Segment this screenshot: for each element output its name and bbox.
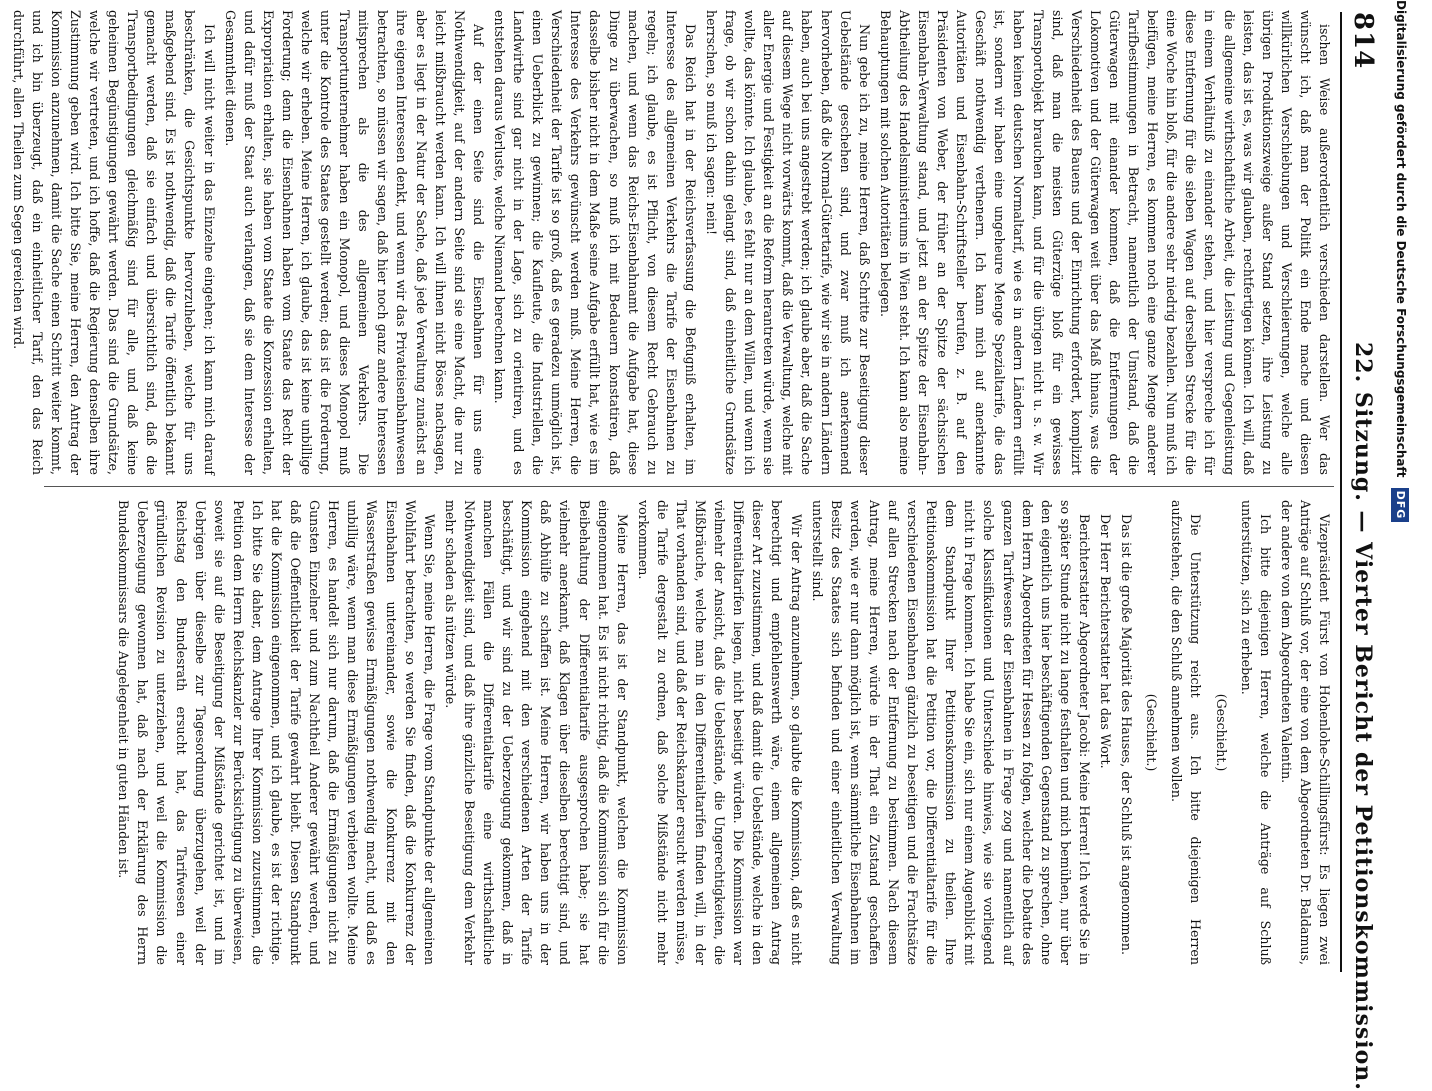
right-column-paragraph: Berichterstatter Abgeordneter Jacobi: Meine Herren! Ich werde Sie in so später Stunde nicht zu lange festhalten und mich bemühen, nur über den eigentlich uns hier beschäftigenden Gegenstand zu sprechen, ohne dem Herrn Abgeordneten für Hessen zu folgen, welcher die Debatte des ganzen Tarifwesens der Eisenbahnen in Frage zog und namentlich auf solche Klassifikationen und Unterschiede hinwies, wie sie vorliegend nicht in Frage kommen. Ich habe Sie ein, sich nur einem Augenblick mit dem Standpunkt Ihrer Petitionskommission zu theilen. Ihre Petitionskommission hat die Petition vor, die Differentialtarife für die verschiedenen Eisenbahnen gänzlich zu beseitigen und die Frachtsätze auf allen Strecken nach der Entfernung zu bestimmen. Nach diesem Antrag, meine Herren, würde in der That ein Zustand geschaffen werden, wie er nur dann möglich ist, wenn sämmtliche Eisenbahnen im Besitz des Staates sich befinden und einer einheitlichen Verwaltung unterstellt sind.	[809, 500, 1092, 965]
right-column-paragraph: Vizepräsident Fürst von Hohenlohe-Schillingsfürst: Es liegen zwei Anträge auf Schluß vor, der eine von dem Abgeordneten Dr. Baldamus, der andere von dem Abgeordneten Valentin.	[1278, 500, 1332, 965]
running-title: 22. Sitzung. — Vierter Bericht der Petitionskommission.	[1350, 342, 1376, 1091]
digitization-credit	[1392, 0, 1410, 1000]
right-column-paragraph: Meine Herren, das ist der Standpunkt, welchen die Kommission eingenommen hat. Es ist nicht richtig, daß die Kommission sich für die Beibehaltung der Differentialtarife ausgesprochen habe; sie hat vielmehr anerkannt, daß Klagen über dieselben berechtigt sind, und daß Abhülfe zu schaffen ist. Meine Herren, wir haben uns in der Kommission eingehend mit den verschiedenen Arten der Tarife beschäftigt, und wir sind zu der Ueberzeugung gekommen, daß in manchen Fällen die Differentialtarife eine wirthschaftliche Nothwendigkeit sind, und daß ihre gänzliche Beseitigung dem Verkehr mehr schaden als nützen würde.	[442, 500, 630, 965]
page-number: 814	[1348, 12, 1378, 70]
left-text-column	[10, 10, 1334, 475]
right-column-paragraph: (Geschieht.)	[1213, 693, 1229, 772]
credit-text: Digitalisierung gefördert durch die Deutsche Forschungsgemeinschaft	[1394, 0, 1408, 478]
right-text-column	[44, 500, 1334, 965]
right-column-paragraph: Ich bitte diejenigen Herren, welche die Anträge auf Schluß unterstützen, sich zu erheben.	[1238, 500, 1273, 965]
right-column-paragraph: Wir der Antrag anzunehmen, so glaubte die Kommission, daß es nicht berechtigt und empfehlenswerth wäre, einem allgemeinen Antrag dieser Art zuzustimmen, und daß damit die Uebelstände, welche in den Differentialtarifen liegen, nicht beseitigt würden. Die Kommission war vielmehr der Ansicht, daß die Uebelstände, die Ungerechtigkeiten, die Mißbräuche, welche man in den Differentialtarifen finden will, in der That vorhanden sind, und daß der Reichskanzler ersucht werden müsse, die Tarife dergestalt zu ordnen, daß solche Mißstände nicht mehr vorkommen.	[635, 500, 804, 965]
left-column-paragraph	[0, 10, 3, 475]
right-column-paragraph: Die Unterstützung reicht aus. Ich bitte diejenigen Herren aufzustehen, die den Schluß annehmen wollen.	[1169, 500, 1204, 965]
left-column-paragraph: Nun gebe ich zu, meine Herren, daß Schritte zur Beseitigung dieser Uebelstände geschehen sind, und zwar muß ich anerkennend hervorheben, daß die Normal-Gütertarife, wie wir sie in andern Ländern haben, auch bei uns angestrebt werden; ich glaube aber, daß die Sache auf diesem Wege nicht vorwärts kommt, daß die Verwaltung, welche mit aller Energie und Festigkeit an die Reform herantreten würde, wenn sie wollte, das könnte. Ich glaube, es fehlt nur an dem Willen, und wenn ich frage, ob wir schon dahin gelangt sind, daß einheitliche Grundsätze herrschen, so muß ich sagen: nein!	[704, 10, 872, 475]
dfg-logo: DFG	[1392, 488, 1410, 523]
column-divider	[44, 486, 1334, 487]
left-column-paragraph: Auf der einen Seite sind die Eisenbahnen für uns eine Nothwendigkeit, auf der andern Seite sind sie eine Macht, die nur zu leicht mißbraucht werden kann. Ich will ihnen nicht Böses nachsagen, aber es liegt in der Natur der Sache, daß jede Verwaltung zunächst an ihre eigenen Interessen denkt, und wenn wir das Privateisenbahnwesen betrachten, so müssen wir sagen, daß hier noch ganz andere Interessen mitsprechen als die des allgemeinen Verkehrs. Die Transportunternehmer haben ein Monopol, und dieses Monopol muß unter die Kontrole des Staates gestellt werden; das ist die Forderung, welche wir erheben. Meine Herren, ich glaube, das ist keine unbillige Forderung; denn die Eisenbahnen haben vom Staate das Recht der Expropriation erhalten, sie haben vom Staate die Konzession erhalten, und dafür muß der Staat auch verlangen, daß sie dem Interesse der Gesammtheit dienen.	[222, 10, 486, 475]
scanned-page	[10, 0, 1400, 1091]
left-column-paragraph: Ich will nicht weiter in das Einzelne eingehen; ich kann mich darauf beschränken, die Gesichtspunkte hervorzuheben, welche für uns maßgebend sind. Es ist nothwendig, daß die Tarife öffentlich bekannt gemacht werden, daß sie einfach und übersichtlich sind, daß die Transportbedingungen gleichmäßig sind für alle, und daß keine geheimen Begünstigungen gewährt werden. Das sind die Grundsätze, welche wir vertreten, und ich hoffe, daß die Regierung denselben ihre Zustimmung geben wird. Ich bitte Sie, meine Herren, den Antrag der Kommission anzunehmen, damit die Sache einen Schritt weiter kommt, und ich bin überzeugt, daß ein einheitlicher Tarif, den das Reich durchführt, allen Theilen zum Segen gereichen wird.	[10, 10, 217, 475]
left-column-paragraph: ischen Weise außerordentlich verschieden darstellen. Wer das wünscht ich, daß man der Politik ein Ende mache und diesen willkürlichen Verschiebungen und Verschleierungen, welche alle übrigen Produktionszweige außer Stand setzen, ihre Leistung zu leisten, das ist es, was wir glauben, rechtfertigen können. Ich will, daß die allgemeine wirthschaftliche Arbeit, die Leistung und Gegenleistung in einem Verhältniß zu einander stehen, und hier verspreche ich für diese Entfernung für die sieben Wagen auf derselben Strecke für die eine Woche hin bloß, für die andere sehr niedrig bezahlen. Nun muß ich beifügen, meine Herren, es kommen noch eine ganze Menge anderer Tarifbestimmungen in Betracht, namentlich der Umstand, daß die Güterwagen mit einander kommen, daß die Entfernungen der Lokomotiven und der Güterwagen weit über das Maß hinaus, was die Verschiedenheit des Bauens und der Einrichtung erfordert, komplizirt sind, daß man die meisten Güterzüge bloß für ein gewisses Transportobjekt brauchen kann, und für die übrigen nicht u. s. w. Wir haben keinen deutschen Normaltarif, wie es in andern Ländern erfüllt ist, sondern wir haben eine ungeheure Menge Spezialtarife, die das Geschäft nothwendig verthenern. Ich kann mich auf anerkannte Autoritäten und Eisenbahn-Schriftsteller berufen, z. B. auf den Präsidenten von Weber, der früher an der Spitze der sächsischen Eisenbahn-Verwaltung stand, und jetzt an der Spitze der Eisenbahn-Abtheilung des Handelsministeriums in Wien steht. Ich kann also meine Behauptungen mit solchen Autoritäten belegen.	[877, 10, 1332, 475]
left-column-paragraph: Das Reich hat in der Reichsverfassung die Befugniß erhalten, im Interesse des allgemeinen Verkehrs die Tarife der Eisenbahnen zu regeln; ich glaube, es ist Pflicht, von diesem Recht Gebrauch zu machen, und wenn das Reichs-Eisenbahnamt die Aufgabe hat, diese Dinge zu überwachen, so muß ich mit Bedauern konstatiren, daß dasselbe bisher nicht in dem Maße seine Aufgabe erfüllt hat, wie es im Interesse des Verkehrs gewünscht werden muß. Meine Herren, die Verschiedenheit der Tarife ist so groß, daß es geradezu unmöglich ist, einen Ueberblick zu gewinnen; die Kaufleute, die Industriellen, die Landwirthe sind gar nicht in der Lage, sich zu orientiren, und es entstehen daraus Verluste, welche Niemand berechnen kann.	[491, 10, 698, 475]
right-column-paragraph: Der Herr Berichterstatter hat das Wort.	[1098, 514, 1114, 769]
right-column-paragraph: (Geschieht.)	[1144, 693, 1160, 772]
right-column-paragraph: Wenn Sie, meine Herren, die Frage vom Standpunkte der allgemeinen Wohlfahrt betrachten, so werden Sie finden, daß die Konkurrenz der Eisenbahnen untereinander, sowie die Konkurrenz mit den Wasserstraßen gewisse Ermäßigungen nothwendig macht, und daß es unbillig wäre, wenn man diese Ermäßigungen verbieten wollte. Meine Herren, es handelt sich nur darum, daß die Ermäßigungen nicht zu Gunsten Einzelner und zum Nachtheil Anderer gewährt werden, und daß die Oeffentlichkeit der Tarife gewahrt bleibt. Diesen Standpunkt hat die Kommission eingenommen, und ich glaube, es ist der richtige. Ich bitte Sie daher, dem Antrage Ihrer Kommission zuzustimmen, die Petition dem Herrn Reichskanzler zur Berücksichtigung zu überweisen, soweit sie auf die Beseitigung der Mißstände gerichtet ist, und im Uebrigen über dieselbe zur Tagesordnung überzugehen, weil der Reichstag den Bundesrath ersucht hat, das Tarifwesen einer gründlichen Revision zu unterziehen, und weil die Kommission die Ueberzeugung gewonnen hat, daß nach der Erklärung des Herrn Bundeskommissars die Angelegenheit in guten Händen ist.	[116, 500, 437, 965]
right-column-paragraph: Das ist die große Majorität des Hauses, der Schluß ist angenommen.	[1119, 514, 1135, 955]
page-header	[1340, 12, 1382, 1091]
